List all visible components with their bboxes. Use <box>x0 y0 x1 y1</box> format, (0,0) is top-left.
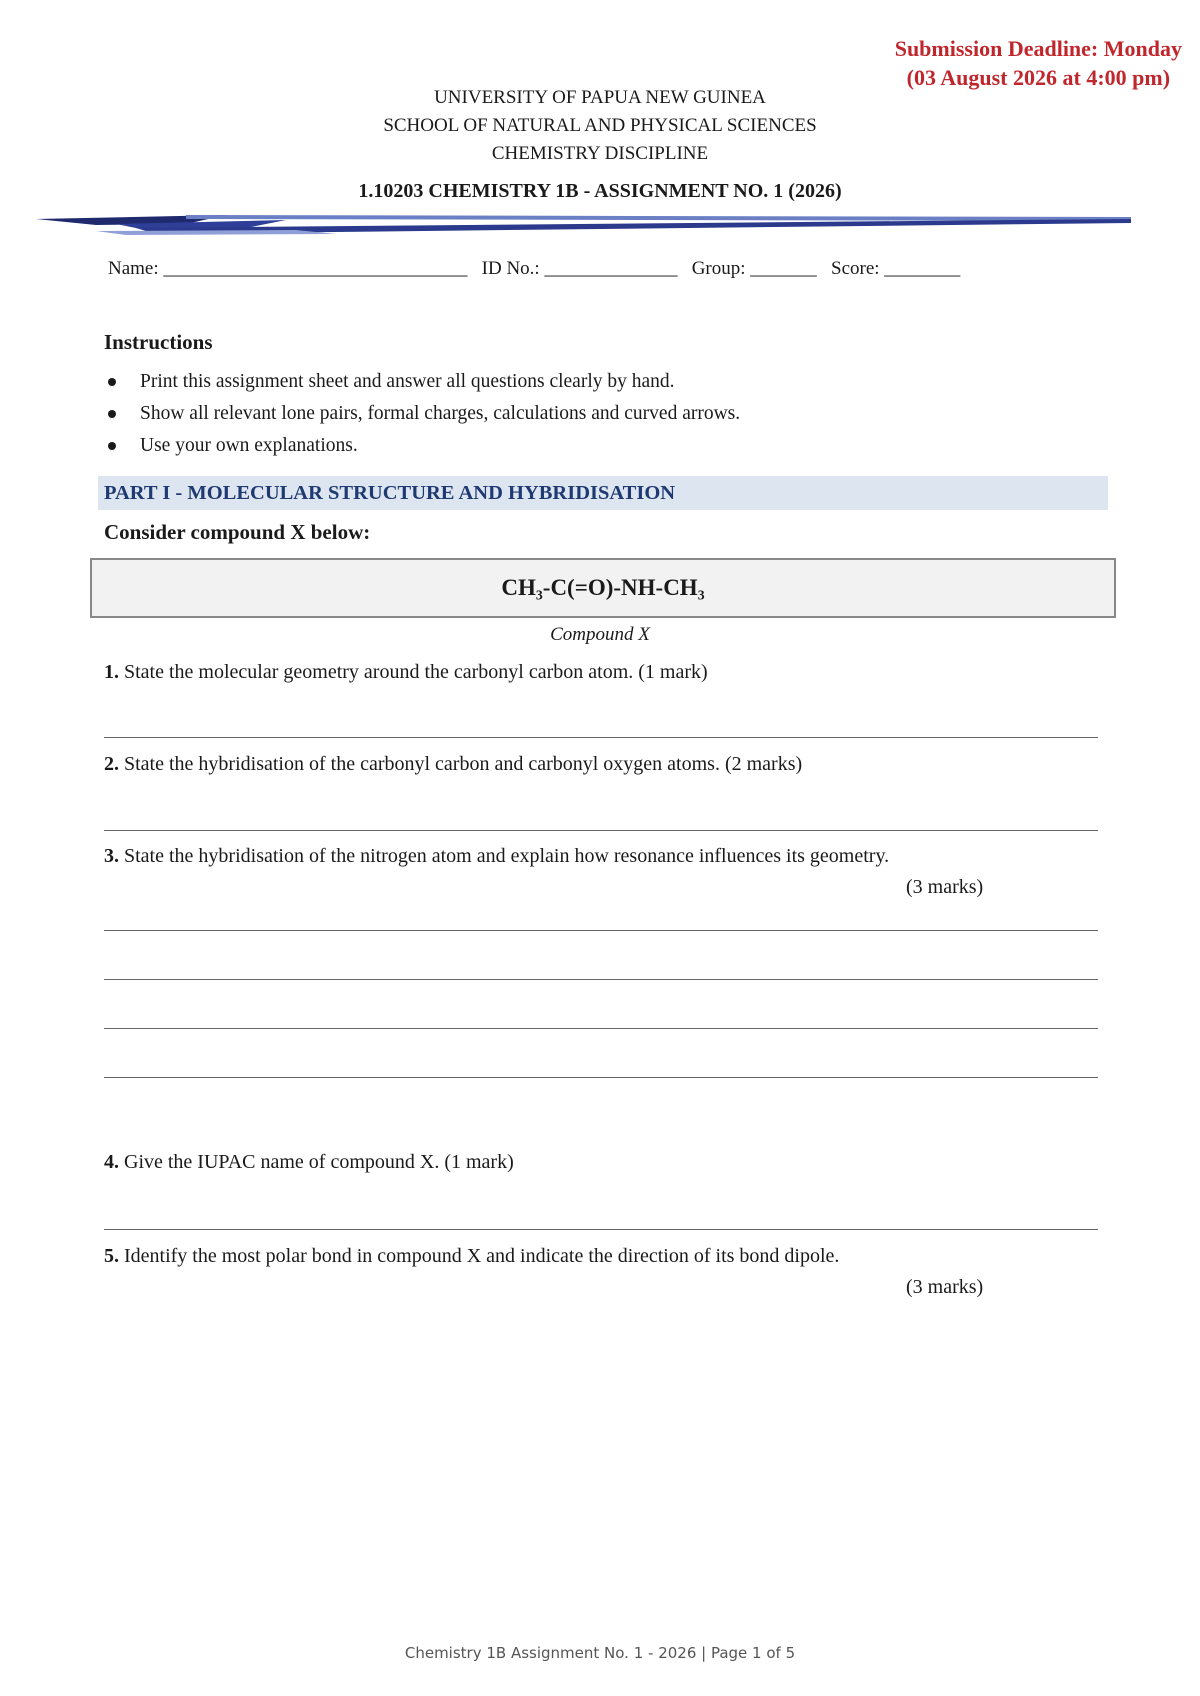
question-text: Identify the most polar bond in compound X and indicate the direction of its bond dipole. <box>124 1245 840 1267</box>
instruction-item: Use your own explanations. <box>104 430 740 462</box>
question-text: State the molecular geometry around the carbonyl carbon atom. (1 mark) <box>124 661 708 683</box>
discipline-name: CHEMISTRY DISCIPLINE <box>491 143 709 164</box>
deadline-line-1: Submission Deadline: Monday <box>894 36 1182 61</box>
answer-line <box>104 1028 1098 1029</box>
instruction-item: Show all relevant lone pairs, formal charges, calculations and curved arrows. <box>104 398 740 430</box>
answer-line <box>104 830 1098 831</box>
question-number: 2. <box>104 753 119 775</box>
question-4 <box>104 1146 1004 1178</box>
compound-caption: Compound X <box>550 624 650 645</box>
answer-line <box>104 1229 1098 1230</box>
document-header <box>0 84 1200 168</box>
question-3-marks: (3 marks) <box>906 876 984 898</box>
instruction-item: Print this assignment sheet and answer all questions clearly by hand. <box>104 366 740 398</box>
part-1-heading: PART I - MOLECULAR STRUCTURE AND HYBRIDISATION <box>98 476 1108 510</box>
question-2 <box>104 748 1004 780</box>
question-text: State the hybridisation of the nitrogen atom and explain how resonance influences its geometry. <box>124 845 890 867</box>
question-text: Give the IUPAC name of compound X. (1 mark) <box>124 1151 514 1173</box>
student-details-line: Name: ________________________________ ID No.: ______________ Group: _______ Score: ________ <box>108 258 961 279</box>
question-number: 3. <box>104 845 119 867</box>
answer-line <box>104 930 1098 931</box>
compound-formula-box: CH₃-C(=O)-NH-CH₃ <box>90 558 1116 618</box>
question-number: 4. <box>104 1151 119 1173</box>
question-number: 5. <box>104 1245 119 1267</box>
deadline-line-2: (03 August 2026 at 4:00 pm) <box>906 65 1171 90</box>
header-banner-graphic <box>36 210 1131 240</box>
instructions-list <box>104 366 740 462</box>
answer-line <box>104 979 1098 980</box>
question-number: 1. <box>104 661 119 683</box>
answer-line <box>104 1077 1098 1078</box>
instructions-heading: Instructions <box>104 330 213 354</box>
course-title: 1.10203 CHEMISTRY 1B - ASSIGNMENT NO. 1 (2026) <box>358 180 842 202</box>
question-1 <box>104 656 1004 688</box>
question-5-marks: (3 marks) <box>906 1276 984 1298</box>
question-5 <box>104 1240 1084 1272</box>
consider-text: Consider compound X below: <box>104 520 371 544</box>
answer-line <box>104 737 1098 738</box>
school-name: SCHOOL OF NATURAL AND PHYSICAL SCIENCES <box>383 115 817 136</box>
page-footer: Chemistry 1B Assignment No. 1 - 2026 | Page 1 of 5 <box>404 1644 796 1662</box>
question-3 <box>104 840 1084 872</box>
university-name: UNIVERSITY OF PAPUA NEW GUINEA <box>434 87 766 108</box>
question-text: State the hybridisation of the carbonyl carbon and carbonyl oxygen atoms. (2 marks) <box>124 753 803 775</box>
